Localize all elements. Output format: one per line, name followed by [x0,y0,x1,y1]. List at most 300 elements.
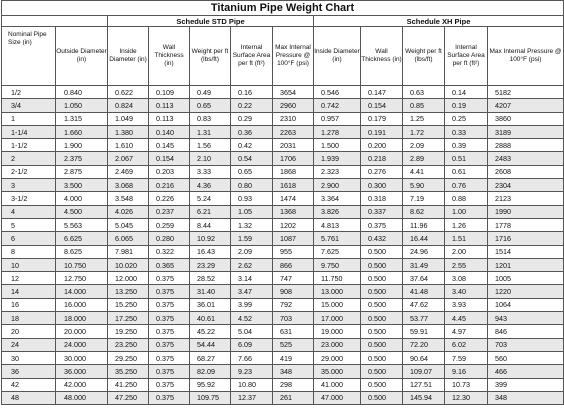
table-cell-xh-internal-surface-area: 7.59 [445,351,488,364]
table-cell-xh-weight-per-ft: 5.90 [403,179,445,192]
table-cell-std-max-internal-pressure: 3654 [273,86,314,99]
table-cell-xh-inside-diameter: 29.000 [314,351,361,364]
table-cell-xh-wall-thickness: 0.500 [361,378,403,391]
table-cell-nominal-pipe-size: 24 [2,338,56,351]
table-cell-nominal-pipe-size: 3-1/2 [2,192,56,205]
table-row [2,205,564,218]
chart-title: Titanium Pipe Weight Chart [2,1,564,16]
table-cell-xh-internal-surface-area: 3.40 [445,285,488,298]
table-cell-std-inside-diameter: 0.622 [108,86,149,99]
table-cell-std-internal-surface-area: 0.80 [231,179,273,192]
table-cell-outside-diameter: 1.315 [56,112,108,125]
table-cell-xh-weight-per-ft: 47.62 [403,298,445,311]
table-cell-std-internal-surface-area: 0.93 [231,192,273,205]
table-cell-xh-inside-diameter: 3.826 [314,205,361,218]
table-cell-xh-wall-thickness: 0.154 [361,99,403,112]
table-cell-std-weight-per-ft: 0.49 [190,86,231,99]
table-cell-xh-inside-diameter: 0.957 [314,112,361,125]
table-cell-xh-max-internal-pressure: 4207 [488,99,564,112]
table-cell-xh-inside-diameter: 41.000 [314,378,361,391]
table-cell-std-weight-per-ft: 109.75 [190,391,231,404]
table-cell-nominal-pipe-size: 42 [2,378,56,391]
table-cell-std-wall-thickness: 0.113 [149,99,190,112]
table-cell-xh-wall-thickness: 0.200 [361,139,403,152]
table-cell-std-max-internal-pressure: 955 [273,245,314,258]
table-cell-std-weight-per-ft: 54.44 [190,338,231,351]
table-cell-xh-wall-thickness: 0.500 [361,245,403,258]
table-cell-std-weight-per-ft: 1.56 [190,139,231,152]
table-cell-xh-internal-surface-area: 0.51 [445,152,488,165]
table-cell-xh-inside-diameter: 15.000 [314,298,361,311]
table-cell-xh-max-internal-pressure: 1778 [488,218,564,231]
table-cell-outside-diameter: 6.625 [56,232,108,245]
table-cell-std-weight-per-ft: 28.52 [190,272,231,285]
table-row [2,125,564,138]
table-cell-xh-inside-diameter: 9.750 [314,258,361,271]
table-cell-xh-weight-per-ft: 1.72 [403,125,445,138]
column-header-row [2,27,564,86]
table-cell-std-max-internal-pressure: 2960 [273,99,314,112]
table-row [2,152,564,165]
table-cell-xh-inside-diameter: 1.278 [314,125,361,138]
table-cell-outside-diameter: 30.000 [56,351,108,364]
table-cell-std-weight-per-ft: 5.24 [190,192,231,205]
table-cell-xh-max-internal-pressure: 2608 [488,165,564,178]
table-cell-xh-weight-per-ft: 16.44 [403,232,445,245]
column-header-std-inside-diameter: Inside Diameter (in) [108,27,149,86]
table-row [2,272,564,285]
table-cell-std-inside-diameter: 0.824 [108,99,149,112]
table-cell-xh-wall-thickness: 0.276 [361,165,403,178]
table-row [2,378,564,391]
table-cell-xh-internal-surface-area: 3.93 [445,298,488,311]
table-cell-xh-max-internal-pressure: 399 [488,378,564,391]
table-cell-nominal-pipe-size: 30 [2,351,56,364]
table-cell-std-inside-diameter: 1.380 [108,125,149,138]
table-cell-outside-diameter: 4.500 [56,205,108,218]
table-cell-xh-inside-diameter: 0.546 [314,86,361,99]
table-cell-outside-diameter: 8.625 [56,245,108,258]
group-header-std: Schedule STD Pipe [108,16,314,27]
table-cell-xh-max-internal-pressure: 466 [488,365,564,378]
table-cell-std-internal-surface-area: 0.29 [231,112,273,125]
table-cell-std-weight-per-ft: 36.01 [190,298,231,311]
table-cell-xh-wall-thickness: 0.300 [361,179,403,192]
table-cell-xh-internal-surface-area: 0.88 [445,192,488,205]
table-cell-outside-diameter: 1.050 [56,99,108,112]
column-header-std-max-internal-pressure: Max Internal Pressure @ 100°F (psi) [273,27,314,86]
table-cell-std-wall-thickness: 0.375 [149,312,190,325]
table-cell-nominal-pipe-size: 16 [2,298,56,311]
table-cell-xh-inside-diameter: 1.939 [314,152,361,165]
table-cell-xh-internal-surface-area: 6.02 [445,338,488,351]
table-cell-std-max-internal-pressure: 703 [273,312,314,325]
table-cell-xh-internal-surface-area: 2.55 [445,258,488,271]
table-cell-xh-weight-per-ft: 90.64 [403,351,445,364]
table-cell-outside-diameter: 12.750 [56,272,108,285]
column-header-xh-max-internal-pressure: Max Internal Pressure @ 100°F (psi) [488,27,564,86]
table-cell-std-max-internal-pressure: 792 [273,298,314,311]
table-cell-xh-internal-surface-area: 4.45 [445,312,488,325]
table-cell-xh-internal-surface-area: 1.51 [445,232,488,245]
column-header-xh-weight-per-ft: Weight per ft (lbs/ft) [403,27,445,86]
table-cell-outside-diameter: 14.000 [56,285,108,298]
table-cell-std-inside-diameter: 17.250 [108,312,149,325]
table-cell-std-internal-surface-area: 1.05 [231,205,273,218]
table-cell-xh-max-internal-pressure: 1514 [488,245,564,258]
table-cell-std-wall-thickness: 0.203 [149,165,190,178]
table-cell-std-weight-per-ft: 82.09 [190,365,231,378]
table-row [2,232,564,245]
table-cell-nominal-pipe-size: 36 [2,365,56,378]
table-cell-xh-internal-surface-area: 0.33 [445,125,488,138]
table-cell-xh-inside-diameter: 2.323 [314,165,361,178]
table-cell-xh-inside-diameter: 35.000 [314,365,361,378]
table-cell-std-wall-thickness: 0.375 [149,298,190,311]
table-cell-xh-max-internal-pressure: 1064 [488,298,564,311]
table-row [2,192,564,205]
table-cell-std-max-internal-pressure: 261 [273,391,314,404]
table-cell-xh-wall-thickness: 0.500 [361,365,403,378]
table-cell-xh-internal-surface-area: 3.08 [445,272,488,285]
table-cell-xh-inside-diameter: 5.761 [314,232,361,245]
table-row [2,112,564,125]
table-cell-std-inside-diameter: 10.020 [108,258,149,271]
table-cell-nominal-pipe-size: 6 [2,232,56,245]
table-cell-std-internal-surface-area: 7.66 [231,351,273,364]
table-cell-xh-wall-thickness: 0.500 [361,272,403,285]
table-cell-nominal-pipe-size: 1 [2,112,56,125]
table-cell-std-max-internal-pressure: 1618 [273,179,314,192]
column-header-outside-diameter: Outside Diameter (in) [56,27,108,86]
table-cell-xh-internal-surface-area: 9.16 [445,365,488,378]
table-cell-xh-inside-diameter: 19.000 [314,325,361,338]
table-cell-xh-wall-thickness: 0.179 [361,112,403,125]
table-cell-std-max-internal-pressure: 525 [273,338,314,351]
table-cell-std-wall-thickness: 0.375 [149,338,190,351]
table-cell-xh-wall-thickness: 0.147 [361,86,403,99]
table-cell-std-weight-per-ft: 40.61 [190,312,231,325]
table-cell-xh-max-internal-pressure: 348 [488,391,564,404]
table-cell-std-weight-per-ft: 2.10 [190,152,231,165]
table-cell-xh-wall-thickness: 0.337 [361,205,403,218]
column-header-std-wall-thickness: Wall Thickness (in) [149,27,190,86]
table-cell-std-max-internal-pressure: 1202 [273,218,314,231]
table-cell-xh-inside-diameter: 47.000 [314,391,361,404]
table-cell-std-internal-surface-area: 1.59 [231,232,273,245]
table-cell-std-inside-diameter: 19.250 [108,325,149,338]
table-cell-xh-max-internal-pressure: 1220 [488,285,564,298]
table-cell-std-inside-diameter: 35.250 [108,365,149,378]
table-row [2,245,564,258]
table-cell-xh-max-internal-pressure: 2888 [488,139,564,152]
table-cell-std-max-internal-pressure: 348 [273,365,314,378]
table-cell-xh-max-internal-pressure: 2123 [488,192,564,205]
table-cell-std-weight-per-ft: 0.83 [190,112,231,125]
table-cell-xh-weight-per-ft: 8.62 [403,205,445,218]
table-cell-xh-inside-diameter: 17.000 [314,312,361,325]
table-cell-xh-internal-surface-area: 0.19 [445,99,488,112]
table-row [2,285,564,298]
table-cell-std-wall-thickness: 0.113 [149,112,190,125]
table-cell-std-weight-per-ft: 6.21 [190,205,231,218]
table-cell-xh-wall-thickness: 0.318 [361,192,403,205]
table-cell-nominal-pipe-size: 1/2 [2,86,56,99]
table-cell-xh-max-internal-pressure: 1005 [488,272,564,285]
table-cell-xh-wall-thickness: 0.500 [361,285,403,298]
table-cell-std-wall-thickness: 0.280 [149,232,190,245]
table-cell-std-wall-thickness: 0.145 [149,139,190,152]
table-cell-xh-max-internal-pressure: 1990 [488,205,564,218]
table-cell-xh-weight-per-ft: 1.25 [403,112,445,125]
table-cell-std-wall-thickness: 0.375 [149,272,190,285]
table-cell-std-max-internal-pressure: 2263 [273,125,314,138]
table-cell-outside-diameter: 24.000 [56,338,108,351]
table-cell-outside-diameter: 0.840 [56,86,108,99]
table-cell-xh-inside-diameter: 0.742 [314,99,361,112]
table-cell-std-internal-surface-area: 0.22 [231,99,273,112]
table-cell-std-inside-diameter: 15.250 [108,298,149,311]
table-row [2,218,564,231]
table-cell-std-inside-diameter: 5.045 [108,218,149,231]
table-cell-xh-inside-diameter: 1.500 [314,139,361,152]
table-cell-xh-internal-surface-area: 0.61 [445,165,488,178]
table-cell-xh-weight-per-ft: 109.07 [403,365,445,378]
table-cell-outside-diameter: 20.000 [56,325,108,338]
table-cell-std-weight-per-ft: 4.36 [190,179,231,192]
table-cell-nominal-pipe-size: 10 [2,258,56,271]
table-row [2,179,564,192]
table-cell-std-internal-surface-area: 0.54 [231,152,273,165]
table-cell-xh-internal-surface-area: 0.14 [445,86,488,99]
table-cell-nominal-pipe-size: 5 [2,218,56,231]
table-cell-xh-inside-diameter: 23.000 [314,338,361,351]
table-cell-xh-inside-diameter: 2.900 [314,179,361,192]
table-cell-xh-weight-per-ft: 145.94 [403,391,445,404]
table-cell-outside-diameter: 2.875 [56,165,108,178]
table-cell-xh-internal-surface-area: 1.26 [445,218,488,231]
table-cell-std-weight-per-ft: 45.22 [190,325,231,338]
table-cell-std-weight-per-ft: 68.27 [190,351,231,364]
table-row [2,298,564,311]
column-header-xh-inside-diameter: Inside Diameter (in) [314,27,361,86]
table-cell-std-wall-thickness: 0.375 [149,285,190,298]
table-cell-std-wall-thickness: 0.375 [149,351,190,364]
table-cell-nominal-pipe-size: 2-1/2 [2,165,56,178]
table-cell-std-inside-diameter: 1.610 [108,139,149,152]
table-cell-std-wall-thickness: 0.375 [149,391,190,404]
table-cell-std-inside-diameter: 29.250 [108,351,149,364]
table-cell-xh-wall-thickness: 0.500 [361,338,403,351]
table-cell-xh-weight-per-ft: 59.91 [403,325,445,338]
table-cell-nominal-pipe-size: 3/4 [2,99,56,112]
table-cell-outside-diameter: 5.563 [56,218,108,231]
table-cell-std-wall-thickness: 0.226 [149,192,190,205]
table-cell-std-weight-per-ft: 95.92 [190,378,231,391]
table-cell-xh-weight-per-ft: 7.19 [403,192,445,205]
table-cell-xh-inside-diameter: 7.625 [314,245,361,258]
table-cell-nominal-pipe-size: 3 [2,179,56,192]
table-cell-std-inside-diameter: 47.250 [108,391,149,404]
table-cell-xh-wall-thickness: 0.500 [361,391,403,404]
table-cell-outside-diameter: 48.000 [56,391,108,404]
table-cell-outside-diameter: 4.000 [56,192,108,205]
table-cell-outside-diameter: 18.000 [56,312,108,325]
table-cell-std-inside-diameter: 12.000 [108,272,149,285]
table-cell-xh-weight-per-ft: 4.41 [403,165,445,178]
table-cell-std-wall-thickness: 0.375 [149,325,190,338]
table-cell-outside-diameter: 3.500 [56,179,108,192]
table-cell-xh-max-internal-pressure: 1201 [488,258,564,271]
group-header-xh: Schedule XH Pipe [314,16,564,27]
table-cell-xh-internal-surface-area: 0.76 [445,179,488,192]
table-cell-std-internal-surface-area: 9.23 [231,365,273,378]
table-cell-xh-internal-surface-area: 12.30 [445,391,488,404]
table-cell-xh-max-internal-pressure: 2304 [488,179,564,192]
table-row [2,338,564,351]
table-row [2,312,564,325]
table-cell-xh-internal-surface-area: 10.73 [445,378,488,391]
table-cell-std-internal-surface-area: 1.32 [231,218,273,231]
table-cell-std-max-internal-pressure: 866 [273,258,314,271]
table-cell-xh-wall-thickness: 0.375 [361,218,403,231]
table-cell-xh-inside-diameter: 11.750 [314,272,361,285]
table-row [2,99,564,112]
column-header-std-internal-surface-area: Internal Surface Area per ft (ft²) [231,27,273,86]
table-cell-outside-diameter: 42.000 [56,378,108,391]
table-cell-std-max-internal-pressure: 631 [273,325,314,338]
table-cell-std-inside-diameter: 23.250 [108,338,149,351]
table-cell-xh-weight-per-ft: 2.89 [403,152,445,165]
column-header-xh-wall-thickness: Wall Thickness (in) [361,27,403,86]
table-cell-xh-weight-per-ft: 41.48 [403,285,445,298]
table-cell-std-weight-per-ft: 8.44 [190,218,231,231]
table-cell-xh-internal-surface-area: 4.97 [445,325,488,338]
table-cell-nominal-pipe-size: 1-1/4 [2,125,56,138]
table-cell-xh-inside-diameter: 3.364 [314,192,361,205]
table-cell-std-inside-diameter: 6.065 [108,232,149,245]
table-row [2,365,564,378]
table-cell-std-weight-per-ft: 1.31 [190,125,231,138]
table-cell-std-max-internal-pressure: 1087 [273,232,314,245]
column-header-nominal-pipe-size: Nominal Pipe Size (in) [2,27,56,86]
table-cell-nominal-pipe-size: 4 [2,205,56,218]
table-cell-xh-max-internal-pressure: 3860 [488,112,564,125]
table-cell-xh-inside-diameter: 4.813 [314,218,361,231]
table-cell-nominal-pipe-size: 14 [2,285,56,298]
table-row [2,86,564,99]
table-cell-std-internal-surface-area: 5.04 [231,325,273,338]
table-row [2,351,564,364]
table-cell-std-internal-surface-area: 0.16 [231,86,273,99]
table-cell-std-internal-surface-area: 0.36 [231,125,273,138]
table-cell-std-inside-diameter: 3.068 [108,179,149,192]
table-cell-std-internal-surface-area: 2.62 [231,258,273,271]
table-cell-std-max-internal-pressure: 1368 [273,205,314,218]
table-cell-nominal-pipe-size: 1-1/2 [2,139,56,152]
table-cell-std-inside-diameter: 3.548 [108,192,149,205]
table-cell-xh-max-internal-pressure: 5182 [488,86,564,99]
table-cell-std-wall-thickness: 0.322 [149,245,190,258]
table-row [2,258,564,271]
table-cell-std-weight-per-ft: 31.40 [190,285,231,298]
table-cell-std-internal-surface-area: 0.42 [231,139,273,152]
table-cell-nominal-pipe-size: 18 [2,312,56,325]
table-cell-outside-diameter: 2.375 [56,152,108,165]
table-cell-xh-max-internal-pressure: 1716 [488,232,564,245]
column-header-xh-internal-surface-area: Internal Surface Area per ft (ft²) [445,27,488,86]
table-cell-xh-wall-thickness: 0.500 [361,325,403,338]
table-cell-std-wall-thickness: 0.109 [149,86,190,99]
table-cell-xh-wall-thickness: 0.500 [361,298,403,311]
table-cell-xh-wall-thickness: 0.432 [361,232,403,245]
table-cell-std-weight-per-ft: 16.43 [190,245,231,258]
table-row [2,391,564,404]
table-cell-outside-diameter: 36.000 [56,365,108,378]
table-cell-xh-weight-per-ft: 24.96 [403,245,445,258]
table-cell-xh-internal-surface-area: 0.25 [445,112,488,125]
table-cell-std-internal-surface-area: 0.65 [231,165,273,178]
table-cell-std-max-internal-pressure: 298 [273,378,314,391]
table-cell-outside-diameter: 1.900 [56,139,108,152]
table-cell-xh-max-internal-pressure: 846 [488,325,564,338]
table-cell-std-max-internal-pressure: 1474 [273,192,314,205]
table-cell-xh-weight-per-ft: 0.85 [403,99,445,112]
table-cell-std-internal-surface-area: 6.09 [231,338,273,351]
table-cell-xh-wall-thickness: 0.218 [361,152,403,165]
table-cell-std-weight-per-ft: 23.29 [190,258,231,271]
table-cell-xh-wall-thickness: 0.500 [361,351,403,364]
table-cell-std-wall-thickness: 0.259 [149,218,190,231]
table-cell-xh-max-internal-pressure: 3189 [488,125,564,138]
table-row [2,139,564,152]
column-header-std-weight-per-ft: Weight per ft (lbs/ft) [190,27,231,86]
table-cell-xh-weight-per-ft: 0.63 [403,86,445,99]
table-cell-std-max-internal-pressure: 908 [273,285,314,298]
table-cell-nominal-pipe-size: 48 [2,391,56,404]
table-cell-outside-diameter: 1.660 [56,125,108,138]
table-cell-std-internal-surface-area: 12.37 [231,391,273,404]
table-cell-xh-max-internal-pressure: 2483 [488,152,564,165]
table-cell-std-wall-thickness: 0.237 [149,205,190,218]
table-cell-xh-max-internal-pressure: 943 [488,312,564,325]
table-cell-std-internal-surface-area: 10.80 [231,378,273,391]
table-cell-outside-diameter: 10.750 [56,258,108,271]
table-cell-std-internal-surface-area: 3.14 [231,272,273,285]
table-cell-xh-wall-thickness: 0.500 [361,258,403,271]
table-cell-std-weight-per-ft: 3.33 [190,165,231,178]
table-cell-std-internal-surface-area: 3.99 [231,298,273,311]
table-cell-xh-wall-thickness: 0.500 [361,312,403,325]
table-cell-std-inside-diameter: 13.250 [108,285,149,298]
table-cell-std-inside-diameter: 1.049 [108,112,149,125]
table-cell-std-inside-diameter: 7.981 [108,245,149,258]
table-cell-std-inside-diameter: 2.469 [108,165,149,178]
table-cell-outside-diameter: 16.000 [56,298,108,311]
table-cell-nominal-pipe-size: 2 [2,152,56,165]
table-cell-std-max-internal-pressure: 747 [273,272,314,285]
table-cell-xh-weight-per-ft: 31.49 [403,258,445,271]
table-body [2,86,564,405]
table-cell-std-weight-per-ft: 0.65 [190,99,231,112]
table-cell-std-max-internal-pressure: 1868 [273,165,314,178]
table-cell-std-wall-thickness: 0.375 [149,365,190,378]
table-cell-xh-wall-thickness: 0.191 [361,125,403,138]
table-cell-nominal-pipe-size: 8 [2,245,56,258]
table-cell-std-max-internal-pressure: 2310 [273,112,314,125]
pipe-weight-table [1,0,564,405]
table-cell-std-max-internal-pressure: 419 [273,351,314,364]
